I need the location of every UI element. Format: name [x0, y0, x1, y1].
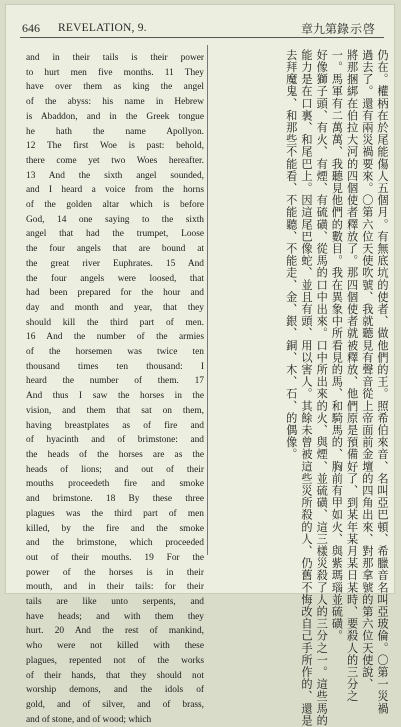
english-line: who were not killed with these	[26, 641, 204, 652]
english-line: there come yet two Woes hereafter.	[26, 155, 204, 166]
chinese-book-title: 錄示啓	[336, 21, 376, 36]
chinese-column: 能力是在口裏、和尾巴上。因這尾巴像蛇、並且有頭、用以害人。其餘未曾被這些災所殺的人、仍舊不悔改自己手所作的、還是	[299, 49, 313, 727]
english-line: plagues was the third part of men	[26, 508, 204, 519]
running-head: REVELATION, 9.	[58, 22, 147, 34]
english-line: power of the horses is in their	[26, 567, 204, 578]
english-line: had been prepared for the hour and	[26, 288, 204, 299]
english-line: gold, and of silver, and of brass,	[26, 699, 204, 710]
chinese-column: 一。馬軍有二萬萬、我聽見他們的數目。我在異象中所看見的馬、和騎馬的、胸前有甲如火、與紫瑪瑙並硫磺。	[330, 49, 344, 642]
english-line: killed, by the fire and the smoke	[26, 523, 204, 534]
english-line: have heads; and with them they	[26, 611, 204, 622]
english-line: is Abaddon, and in the Greek tongue	[26, 111, 204, 122]
english-line: and in their tails is their power	[26, 53, 204, 63]
english-line: have over them as king the angel	[26, 82, 204, 93]
english-line: And thus I saw the horses in the	[26, 391, 204, 402]
english-line: and of stone, and of wood; which	[26, 714, 152, 725]
english-line: and the brimstone, which proceeded	[26, 538, 204, 549]
english-line: the four angels that are bound at	[26, 244, 204, 255]
english-line: to hurt men five months. 11 They	[26, 67, 204, 78]
chinese-column: 過去了。還有兩災禍要來。〇第六位天使吹號、我就聽見有聲音從上帝面前金壇的四角出來、對那拿號的第六位天使說、	[360, 49, 374, 691]
english-line: mouths proceedeth fire and smoke	[26, 479, 204, 490]
chinese-chapter: 章九第	[300, 21, 337, 36]
chinese-text-column	[214, 49, 390, 727]
column-divider	[207, 45, 208, 555]
english-line: of hyacinth and of brimstone: and	[26, 435, 204, 446]
english-line: vision, and them that sat on them,	[26, 405, 204, 416]
english-line: out of their mouths. 19 For the	[26, 552, 204, 563]
chinese-column: 去拜魔鬼、和那些不能看、不能聽、不能走、金、銀、銅、木、石、的偶像。	[284, 49, 298, 461]
english-line: worship demons, and the idols of	[26, 685, 204, 696]
english-text-column	[26, 51, 204, 725]
english-line: he hath the name Apollyon.	[26, 126, 204, 137]
english-line: and I heard a voice from the horns	[26, 185, 204, 196]
english-line: plagues, repented not of the works	[26, 655, 204, 666]
chinese-column: 仍在。權柄在於尾能傷人五個月。有無底坑的使者、做他們的王。照希伯來音、名叫亞巴頓、希臘音名叫亞玻倫。〇第一災禍	[376, 49, 389, 715]
chinese-column: 將那捆綁在伯拉大河的四個使者釋放了。那四個使者就被釋放、他們原是預備好了、到某年某月某日某時、要殺人的三分之	[345, 49, 359, 703]
english-line: of the abyss: his name in Hebrew	[26, 97, 204, 108]
english-line: heard the number of them. 17	[26, 376, 204, 387]
bible-page	[6, 5, 394, 727]
english-line: tails are like unto serpents, and	[26, 597, 204, 608]
english-line: heads of lions; and out of their	[26, 464, 204, 475]
english-line: 16 And the number of the armies	[26, 332, 204, 343]
english-line: day and month and year, that they	[26, 302, 204, 313]
english-line: hurt. 20 And the rest of mankind,	[26, 626, 204, 637]
english-line: having breastplates as of fire and	[26, 420, 204, 431]
english-line: 13 And the sixth angel sounded,	[26, 170, 204, 181]
english-line: the four angels were loosed, that	[26, 273, 204, 284]
english-line: mouth, and in their tails: for their	[26, 582, 204, 593]
english-line: of the horsemen was twice ten	[26, 347, 204, 358]
english-line: 12 The first Woe is past: behold,	[26, 141, 204, 152]
english-line: God, 14 one saying to the sixth	[26, 214, 204, 225]
english-line: of the golden altar which is before	[26, 200, 204, 211]
chinese-column: 好像獅子頭、有火、有煙、有硫磺、從馬的口中出來。口中所出來的火、與煙、並硫磺、這三樣災殺了人的三分之一。這些馬的	[315, 49, 329, 727]
english-line: and brimstone. 18 By these three	[26, 494, 204, 505]
page-number: 646	[22, 20, 40, 35]
english-line: the great river Euphrates. 15 And	[26, 258, 204, 269]
english-line: thousand times ten thousand: I	[26, 361, 204, 372]
english-line: angel that had the trumpet, Loose	[26, 229, 204, 240]
page-header	[22, 19, 382, 37]
english-line: the heads of the horses are as the	[26, 449, 204, 460]
english-line: should kill the third part of men.	[26, 317, 204, 328]
header-rule	[20, 37, 384, 38]
english-line: of their hands, that they should not	[26, 670, 204, 681]
